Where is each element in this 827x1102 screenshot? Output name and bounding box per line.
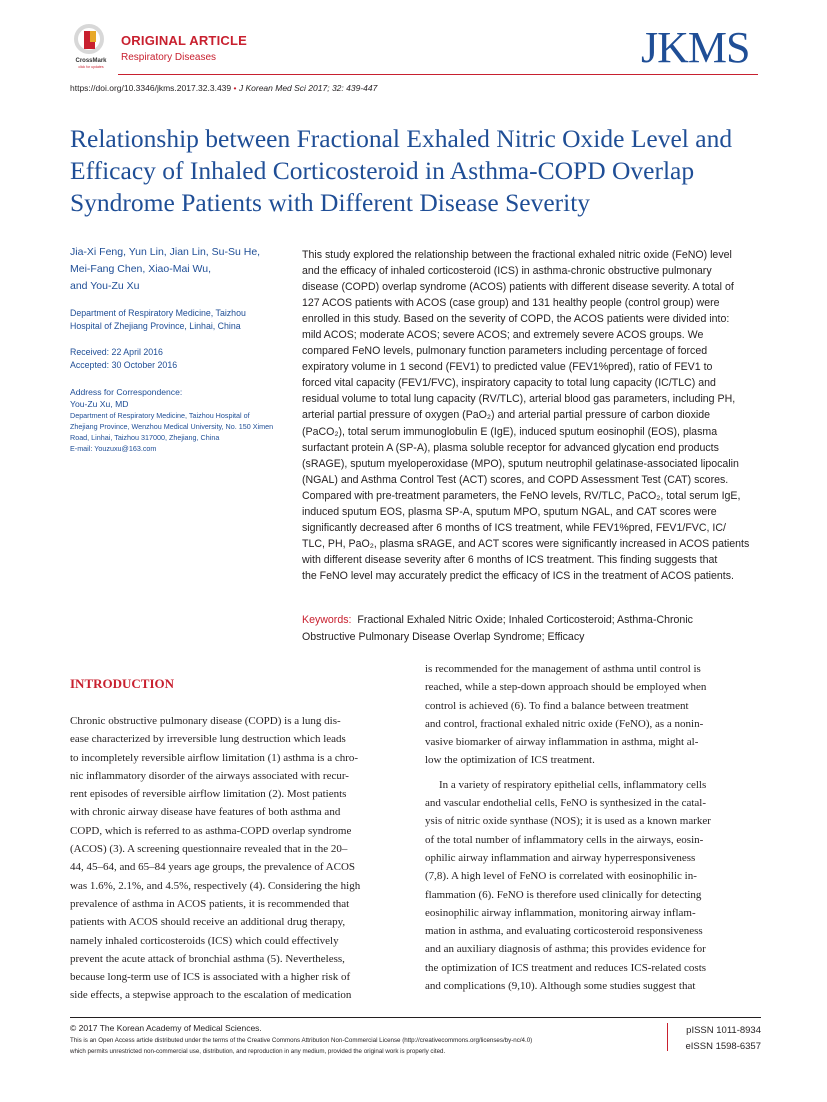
correspondence-address: Department of Respiratory Medicine, Taizhou Hospital of	[70, 411, 250, 420]
text-line: mation in asthma, and evaluating corticosteroid responsiveness	[425, 925, 703, 938]
article-type: ORIGINAL ARTICLE	[121, 33, 247, 48]
text-line: prevalence of asthma in ACOS patients, it is recommended that	[70, 897, 350, 910]
text-line: low the optimization of ICS treatment.	[425, 754, 595, 767]
text-line: eosinophilic airway inflammation, monitoring airway inflam-	[425, 906, 696, 919]
author-line: Mei-Fang Chen, Xiao-Mai Wu,	[70, 263, 212, 275]
text-line: and complications (9,10). Although some studies suggest that	[425, 980, 696, 993]
crossmark-sub-label: click for updates	[78, 65, 104, 69]
text-line: 44, 45–64, and 65–84 years age groups, the prevalence of ACOS	[70, 861, 356, 874]
text-line: flammation (6). FeNO is therefore used clinically for detecting	[425, 888, 702, 901]
received-date: Received: 22 April 2016	[70, 347, 163, 357]
crossmark-ribbon-gold	[90, 31, 96, 42]
section-heading: INTRODUCTION	[70, 676, 175, 691]
text-line: forced vital capacity (FEV1/FVC), inspiratory capacity to total lung capacity (IC/TLC) and	[302, 377, 716, 390]
body-column-left	[70, 712, 407, 1005]
text-line: In a variety of respiratory epithelial cells, inflammatory cells	[439, 778, 707, 791]
text-line: prevent the acute attack of bronchial asthma (5). Nevertheless,	[70, 952, 345, 965]
text-line: nic inflammatory disorder of the airways associated with recur-	[70, 769, 349, 782]
correspondence-email[interactable]: E-mail: Youzuxu@163.com	[70, 444, 157, 453]
keywords-text: Fractional Exhaled Nitric Oxide; Inhaled Corticosteroid; Asthma-Chronic	[357, 614, 693, 626]
header-divider	[118, 74, 758, 75]
text-line: surfactant protein A (SP-A), plasma soluble receptor for advanced glycation end products	[302, 441, 719, 454]
license-line: which permits unrestricted non-commercial use, distribution, and reproduction in any medium, provided the original work is properly cited.	[70, 1048, 446, 1055]
correspondence-label: Address for Correspondence:	[70, 387, 183, 397]
doi-link[interactable]: https://doi.org/10.3346/jkms.2017.32.3.439	[70, 83, 232, 93]
affiliation-line: Hospital of Zhejiang Province, Linhai, China	[70, 321, 241, 331]
text-line: reached, while a step-down approach should be employed when	[425, 681, 707, 694]
text-line: rent episodes of reversible airflow limitation (2). Most patients	[70, 788, 347, 801]
text-line: mild ACOS; moderate ACOS; severe ACOS; and extremely severe ACOS groups. We	[302, 329, 704, 342]
text-line: (PaCO₂), total serum immunoglobulin E (IgE), induced sputum eosinophil (EOS), plasma	[302, 425, 718, 438]
author-line: Jia-Xi Feng, Yun Lin, Jian Lin, Su-Su He,	[70, 246, 261, 258]
text-line: 127 ACOS patients with ACOS (case group) and 131 healthy people (control group) were	[302, 297, 720, 310]
pissn: pISSN 1011-8934	[686, 1025, 761, 1036]
body-column-right	[425, 660, 762, 995]
author-list	[70, 244, 285, 295]
text-line: This study explored the relationship between the fractional exhaled nitric oxide (FeNO) level	[302, 249, 732, 261]
crossmark-label: CrossMark	[75, 58, 107, 64]
affiliation	[70, 307, 285, 333]
text-line: vasive biomarker of airway inflammation in asthma, might al-	[425, 736, 699, 749]
text-line: to incompletely reversible airflow limitation (1) asthma is a chro-	[70, 751, 359, 764]
text-line: ease characterized by irreversible lung destruction which leads	[70, 733, 346, 746]
text-line: control is achieved (6). To find a balance between treatment	[425, 699, 689, 712]
text-line: ysis of nitric oxide synthase (NOS); it is used as a known marker	[425, 815, 711, 828]
crossmark-badge[interactable]	[70, 22, 112, 72]
correspondence-address: Zhejiang Province, Wenzhou Medical University, No. 150 Ximen	[70, 422, 274, 431]
text-line: (7,8). A high level of FeNO is correlated with eosinophilic in-	[425, 870, 697, 883]
text-line: namely inhaled corticosteroids (ICS) which could effectively	[70, 934, 339, 947]
text-line: TLC, PH, PaO₂, plasma sRAGE, and ACT scores were significantly increased in ACOS patients	[302, 537, 750, 550]
text-line: residual volume to total lung capacity (RV/TLC), arterial blood gas parameters, including PH,	[302, 393, 736, 406]
author-line: and You-Zu Xu	[70, 280, 140, 292]
text-line: was 1.6%, 2.1%, and 4.5%, respectively (4). Considering the high	[70, 879, 361, 892]
bullet-separator: •	[233, 83, 239, 93]
text-line: because long-term use of ICS is associated with a higher risk of	[70, 971, 351, 984]
text-line: and vascular endothelial cells, FeNO is synthesized in the catal-	[425, 797, 707, 810]
article-title: Relationship between Fractional Exhaled Nitric Oxide Level and Efficacy of Inhaled Corticosteroid in Asthma-COPD Overlap Syndrome Patients with Different Disease Severity	[70, 124, 733, 217]
text-line: with chronic airway disease have features of both asthma and	[70, 806, 341, 819]
text-line: the FeNO level may accurately predict the efficacy of ICS in the treatment of ACOS patients.	[302, 569, 734, 582]
text-line: of the total number of inflammatory cells in the airways, eosin-	[425, 833, 704, 846]
keywords-label: Keywords:	[302, 614, 352, 626]
text-line: the optimization of ICS treatment and reduces ICS-related costs	[425, 961, 707, 974]
keywords-text: Obstructive Pulmonary Disease Overlap Syndrome; Efficacy	[302, 630, 585, 643]
text-line: with different disease severity after 6 months of ICS treatment. This finding suggests that	[302, 553, 718, 566]
citation: J Korean Med Sci 2017; 32: 439-447	[238, 83, 378, 93]
copyright: © 2017 The Korean Academy of Medical Sciences.	[70, 1023, 262, 1033]
text-line: is recommended for the management of asthma until control is	[425, 663, 701, 675]
affiliation-line: Department of Respiratory Medicine, Taizhou	[70, 308, 246, 318]
text-line: (ACOS) (3). A screening questionnaire revealed that in the 20–	[70, 843, 348, 856]
text-line: and an auxiliary diagnosis of asthma; this provides evidence for	[425, 943, 706, 956]
issn-divider	[667, 1023, 668, 1051]
text-line: Compared with pre-treatment parameters, the FeNO levels, RV/TLC, PaCO₂, total serum IgE,	[302, 489, 741, 502]
abstract	[302, 247, 764, 584]
correspondence-name: You-Zu Xu, MD	[70, 399, 129, 409]
text-line: side effects, a stepwise approach to the escalation of medication	[70, 989, 352, 1002]
text-line: induced sputum EOS, plasma SP-A, sputum MPO, sputum NGAL, and CAT scores were	[302, 505, 717, 518]
text-line: and the efficacy of inhaled corticosteroid (ICS) in asthma-chronic obstructive pulmonary	[302, 265, 712, 278]
eissn: eISSN 1598-6357	[685, 1041, 761, 1052]
journal-logo: JKMS	[641, 23, 750, 72]
issn-block	[676, 1023, 761, 1055]
text-line: Chronic obstructive pulmonary disease (COPD) is a lung dis-	[70, 715, 341, 727]
article-section: Respiratory Diseases	[121, 52, 217, 63]
text-line: patients with ACOS should receive an additional drug therapy,	[70, 916, 346, 929]
article-dates	[70, 346, 285, 372]
keywords	[302, 612, 764, 645]
text-line: expiratory volume in 1 second (FEV1) to predicted value (FEV1%pred), ratio of FEV1 to	[302, 361, 713, 374]
text-line: arterial partial pressure of oxygen (PaO₂) and arterial partial pressure of carbon dioxide	[302, 409, 711, 422]
license-text	[70, 1035, 660, 1057]
text-line: (sRAGE), sputum myeloperoxidase (MPO), sputum neutrophil gelatinase-associated lipocalin	[302, 457, 739, 470]
text-line: ophilic airway inflammation and airway hyperresponsiveness	[425, 851, 696, 864]
text-line: COPD, which is referred to as asthma-COPD overlap syndrome	[70, 824, 352, 837]
doi-citation-line	[70, 83, 377, 93]
correspondence	[70, 386, 285, 454]
license-line: This is an Open Access article distributed under the terms of the Creative Commons Attribution Non-Commercial License (http://creativecommons.org/licenses/by-nc/4.0)	[70, 1037, 533, 1044]
text-line: (NGAL) and Asthma Control Test (ACT) scores, and COPD Assessment Test (CAT) scores.	[302, 473, 729, 486]
footer-divider	[70, 1017, 761, 1018]
text-line: enrolled in this study. Based on the severity of COPD, the ACOS patients were divided into:	[302, 313, 730, 326]
text-line: significantly decreased after 6 months of ICS treatment, while FEV1%pred, FEV1/FVC, IC/	[302, 521, 726, 534]
text-line: disease (COPD) overlap syndrome (ACOS) patients with different disease severity. A total of	[302, 281, 734, 294]
text-line: compared FeNO levels, pulmonary function parameters including percentage of forced	[302, 345, 708, 358]
accepted-date: Accepted: 30 October 2016	[70, 360, 178, 370]
text-line: and control, fractional exhaled nitric oxide (FeNO), as a nonin-	[425, 717, 704, 730]
correspondence-address: Road, Linhai, Taizhou 317000, Zhejiang, China	[70, 433, 220, 442]
